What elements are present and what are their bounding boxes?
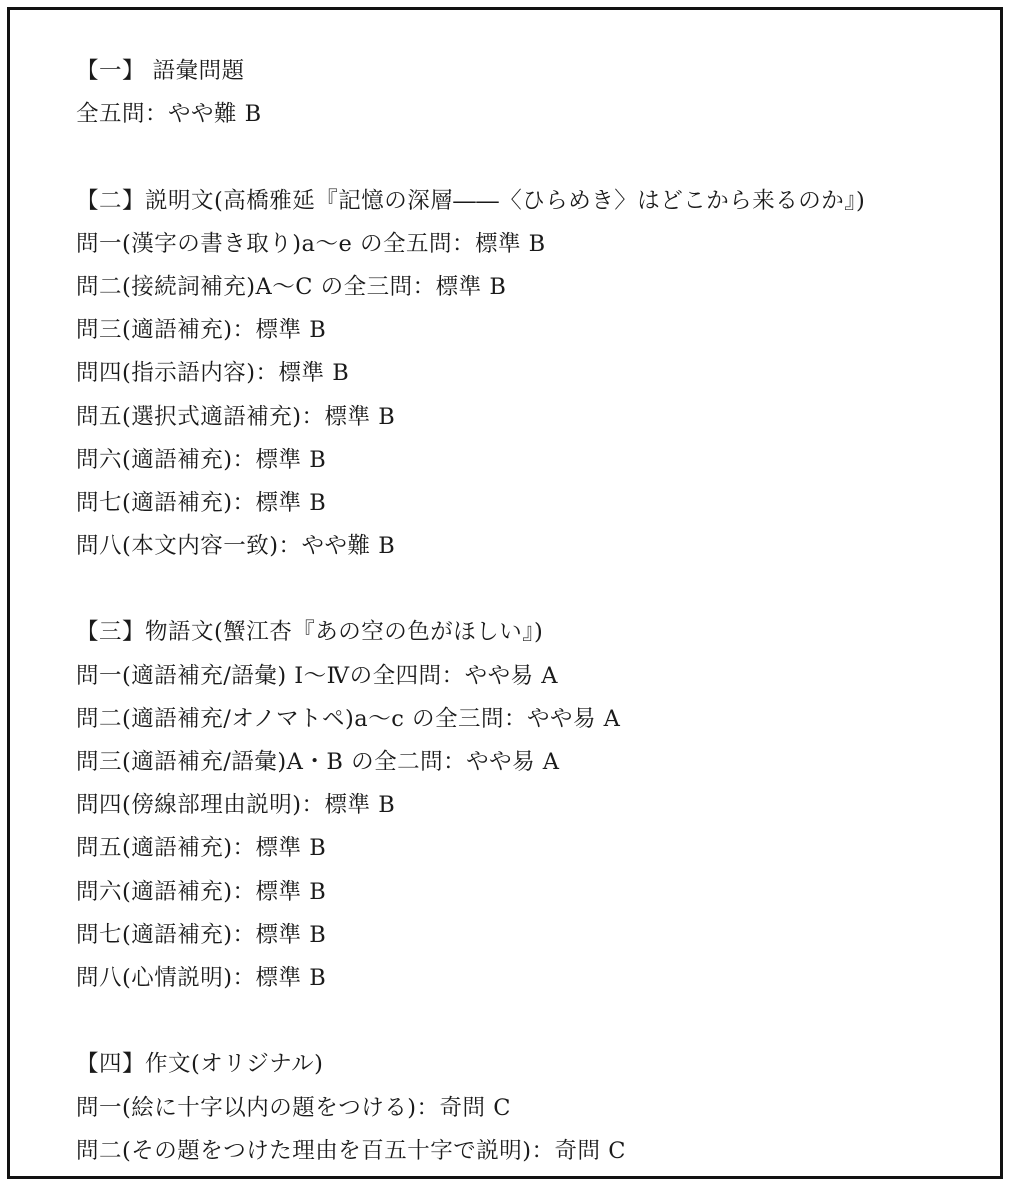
list-item: 問一(絵に十字以内の題をつける)：奇問 C xyxy=(76,1094,511,1121)
document-body xyxy=(76,50,980,1173)
list-item: 問二(その題をつけた理由を百五十字で説明)：奇問 C xyxy=(76,1137,626,1164)
list-item: 問八(本文内容一致)：やや難 B xyxy=(76,533,396,560)
section-heading-3: 【三】物語文(蟹江杏『あの空の色がほしい』) xyxy=(76,619,544,646)
list-item: 問四(指示語内容)：標準 B xyxy=(76,360,350,387)
list-item: 問二(適語補充/オノマトペ)a～c の全三問：やや易 A xyxy=(76,705,621,732)
section-gap xyxy=(76,136,980,179)
list-item: 問六(適語補充)：標準 B xyxy=(76,878,327,905)
section-heading-2: 【二】説明文(高橋雅延『記憶の深層――〈ひらめき〉はどこから来るのか』) xyxy=(76,187,866,214)
list-item: 問一(漢字の書き取り)a～e の全五問：標準 B xyxy=(76,230,546,257)
list-item: 問五(適語補充)：標準 B xyxy=(76,835,327,862)
list-item: 問三(適語補充/語彙)A・B の全二問：やや易 A xyxy=(76,749,560,775)
list-item: 問二(接続詞補充)A～C の全三問：標準 B xyxy=(76,273,507,300)
list-item: 問六(適語補充)：標準 B xyxy=(76,446,327,473)
list-item: 問三(適語補充)：標準 B xyxy=(76,317,327,344)
list-item: 問四(傍線部理由説明)：標準 B xyxy=(76,792,396,819)
list-item: 問五(選択式適語補充)：標準 B xyxy=(76,403,396,430)
list-item: 問七(適語補充)：標準 B xyxy=(76,489,327,516)
section-heading-4: 【四】作文(オリジナル) xyxy=(76,1051,324,1078)
list-item: 問八(心情説明)：標準 B xyxy=(76,964,327,991)
section-heading-1: 【一】 語彙問題 xyxy=(76,58,245,84)
list-item: 問七(適語補充)：標準 B xyxy=(76,921,327,948)
list-item: 問一(適語補充/語彙) Ⅰ～Ⅳの全四問：やや易 A xyxy=(76,662,559,689)
section-gap xyxy=(76,568,980,611)
document-frame xyxy=(7,7,1003,1179)
list-item: 全五問：やや難 B xyxy=(76,101,262,128)
section-gap xyxy=(76,1000,980,1043)
